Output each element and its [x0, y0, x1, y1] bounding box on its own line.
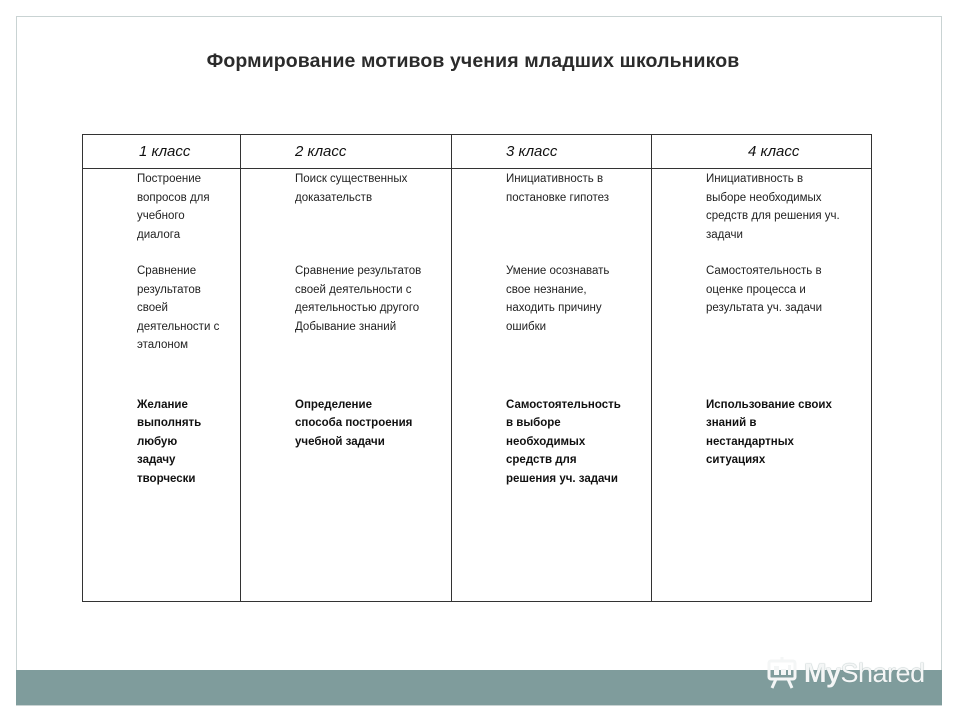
- table-body-row: [83, 169, 872, 602]
- cell-paragraph-3: [706, 396, 871, 470]
- cell-text-line: Использование своих: [706, 398, 832, 411]
- cell-paragraph-1: [506, 170, 651, 207]
- cell-text-line: выборе необходимых: [706, 191, 822, 204]
- cell-text-line: средств для решения уч.: [706, 210, 840, 222]
- cell-text-line: Определение: [295, 398, 372, 411]
- logo-text: [804, 658, 925, 689]
- cell-text-line: в выборе: [506, 417, 561, 429]
- cell-text-line: вопросов для: [137, 191, 210, 204]
- logo-text-shared: Shared: [840, 657, 925, 688]
- cell-text-line: учебного: [137, 210, 185, 222]
- cell-text-line: Инициативность в: [706, 173, 804, 185]
- column-grade-3: [452, 169, 652, 602]
- cell-text-line: способа построения: [295, 417, 413, 429]
- header-grade-3: 3 класс: [452, 135, 652, 169]
- cell-paragraph-1: [137, 170, 240, 244]
- cell-text-line: Добывание знаний: [295, 320, 397, 333]
- cell-text-line: Желание: [137, 398, 188, 411]
- column-grade-1: [83, 169, 241, 602]
- cell-text-line: Сравнение: [137, 265, 197, 277]
- cell-paragraph-2: [706, 262, 871, 318]
- cell-text-line: результатов: [137, 283, 201, 296]
- cell-paragraph-1: [706, 170, 871, 244]
- cell-text-line: Умение осознавать: [506, 265, 610, 277]
- cell-text-line: решения уч. задачи: [506, 472, 618, 485]
- cell-text-line: ситуациях: [706, 454, 766, 466]
- cell-paragraph-3: [295, 396, 451, 452]
- cell-text-line: постановке гипотез: [506, 191, 610, 204]
- cell-text-line: Инициативность в: [506, 173, 604, 185]
- cell-text-line: творчески: [137, 472, 196, 485]
- slide-title: Формирование мотивов учения младших школьников: [206, 50, 740, 72]
- cell-paragraph-2: [295, 262, 451, 336]
- column-grade-2: [241, 169, 452, 602]
- cell-text-line: любую: [137, 435, 178, 448]
- cell-text-line: доказательств: [295, 191, 373, 204]
- cell-text-line: Самостоятельность: [506, 398, 621, 411]
- cell-text-line: Поиск существенных: [295, 173, 408, 185]
- cell-text-line: нестандартных: [706, 435, 794, 448]
- cell-text-line: Построение: [137, 173, 202, 185]
- cell-text-line: задачи: [706, 228, 743, 241]
- cell-text-line: находить причину: [506, 302, 602, 314]
- motives-table: [82, 134, 872, 602]
- presentation-board-icon: [766, 656, 800, 690]
- cell-text-line: своей: [137, 302, 168, 314]
- cell-text-line: учебной задачи: [295, 435, 385, 448]
- header-grade-2: 2 класс: [241, 135, 452, 169]
- column-grade-4: [652, 169, 872, 602]
- cell-text-line: ошибки: [506, 320, 547, 333]
- cell-paragraph-1: [295, 170, 451, 207]
- cell-text-line: выполнять: [137, 417, 202, 429]
- cell-paragraph-3: [137, 396, 240, 489]
- cell-paragraph-2: [137, 262, 240, 355]
- myshared-logo: [766, 656, 925, 690]
- logo-text-my: My: [804, 657, 841, 688]
- cell-text-line: оценке процесса и: [706, 283, 806, 296]
- cell-text-line: эталоном: [137, 339, 189, 351]
- cell-text-line: свое незнание,: [506, 283, 587, 296]
- cell-paragraph-3: [506, 396, 651, 489]
- cell-text-line: диалога: [137, 228, 181, 241]
- cell-text-line: Сравнение результатов: [295, 265, 422, 277]
- cell-paragraph-2: [506, 262, 651, 336]
- cell-text-line: средств для: [506, 454, 577, 466]
- cell-text-line: деятельностью другого: [295, 302, 420, 314]
- header-grade-4: 4 класс: [652, 135, 872, 169]
- cell-text-line: результата уч. задачи: [706, 302, 823, 314]
- cell-text-line: необходимых: [506, 435, 586, 448]
- cell-text-line: знаний в: [706, 417, 757, 429]
- cell-text-line: своей деятельности с: [295, 283, 412, 296]
- cell-text-line: задачу: [137, 454, 176, 466]
- header-grade-1: 1 класс: [83, 135, 241, 169]
- cell-text-line: деятельности с: [137, 320, 220, 333]
- table-header-row: [83, 135, 872, 169]
- cell-text-line: Самостоятельность в: [706, 265, 822, 277]
